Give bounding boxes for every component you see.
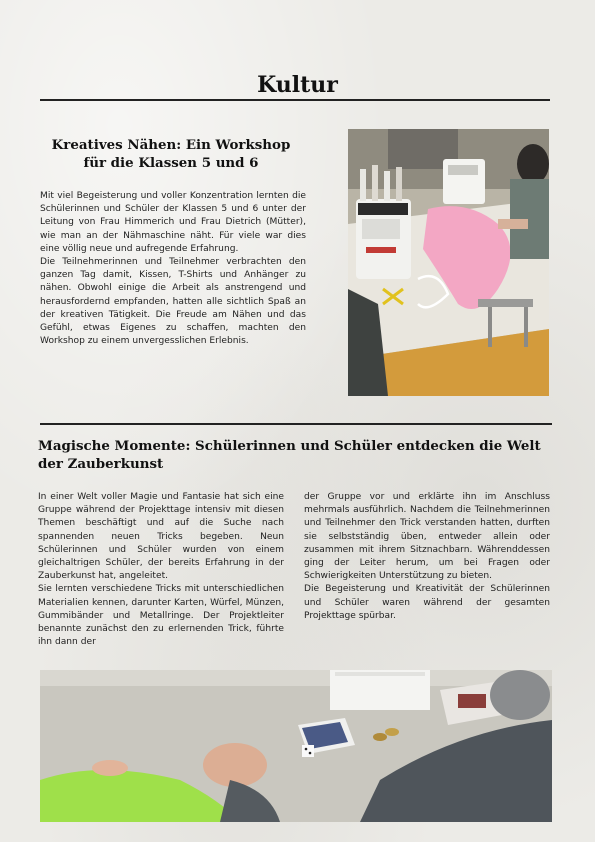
magic-workshop-photo <box>40 670 552 822</box>
section-divider <box>40 423 552 425</box>
article-magic-paragraph: der Gruppe vor und erklärte ihn im Anschluss mehrmals ausführlich. Nachdem die Teilnehmerinnen und Teilnehmer den Trick verstanden hatten, durften sie selbstständig üben, entweder allein oder zusammen mit ihrem Sitznachbarn. Währenddessen ging der Leiter herum, um bei Fragen oder Schwierigkeiten Unterstützung zu bieten. <box>304 492 550 582</box>
title-divider <box>40 99 550 101</box>
page-title: Kultur <box>257 72 338 98</box>
article-magic-paragraph: Sie lernten verschiedene Tricks mit unterschiedlichen Materialien kennen, darunter Karten, Würfel, Münzen, Gummibänder und Metallringe. Der Projektleiter benannte zunächst den zu erlernenden Trick, führte ihn dann der <box>38 584 284 648</box>
article-magic-column-1 <box>38 491 284 649</box>
article-magic-paragraph: Die Begeisterung und Kreativität der Schülerinnen und Schüler waren während der gesamten Projekttage spürbar. <box>304 584 550 621</box>
article-sewing-paragraph: Die Teilnehmerinnen und Teilnehmer verbrachten den ganzen Tag damit, Kissen, T-Shirts und Anhänger zu nähen. Obwohl einige die Arbeit als anstrengend und herausfordernd empfanden, hatten alle sichtlich Spaß an der kreativen Tätigkeit. Die Freude am Nähen und das Gefühl, etwas Eigenes zu schaffen, machten den Workshop zu einem unvergesslichen Erlebnis. <box>40 257 306 347</box>
article-magic-column-2 <box>304 491 550 623</box>
sewing-workshop-photo <box>348 129 549 396</box>
article-magic-heading: Magische Momente: Schülerinnen und Schüler entdecken die Welt der Zauberkunst <box>38 438 541 472</box>
article-sewing-heading: Kreatives Nähen: Ein Workshop für die Klassen 5 und 6 <box>51 137 291 171</box>
article-sewing-paragraph: Mit viel Begeisterung und voller Konzentration lernten die Schülerinnen und Schüler der Klassen 5 und 6 unter der Leitung von Frau Himmerich und Frau Dietrich (Mütter), wie man an der Nähmaschine näht. Für viele war dies eine völlig neue und aufregende Erfahrung. <box>40 191 306 254</box>
article-sewing-body <box>40 190 306 348</box>
article-magic-paragraph: In einer Welt voller Magie und Fantasie hat sich eine Gruppe während der Projekttage intensiv mit diesen Themen beschäftigt und auf die Suche nach spannenden neuen Tricks begeben. Neun Schülerinnen und Schüler wurden von einem gleichaltrigen Schüler, der bereits Erfahrung in der Zauberkunst hat, angeleitet. <box>38 492 284 582</box>
